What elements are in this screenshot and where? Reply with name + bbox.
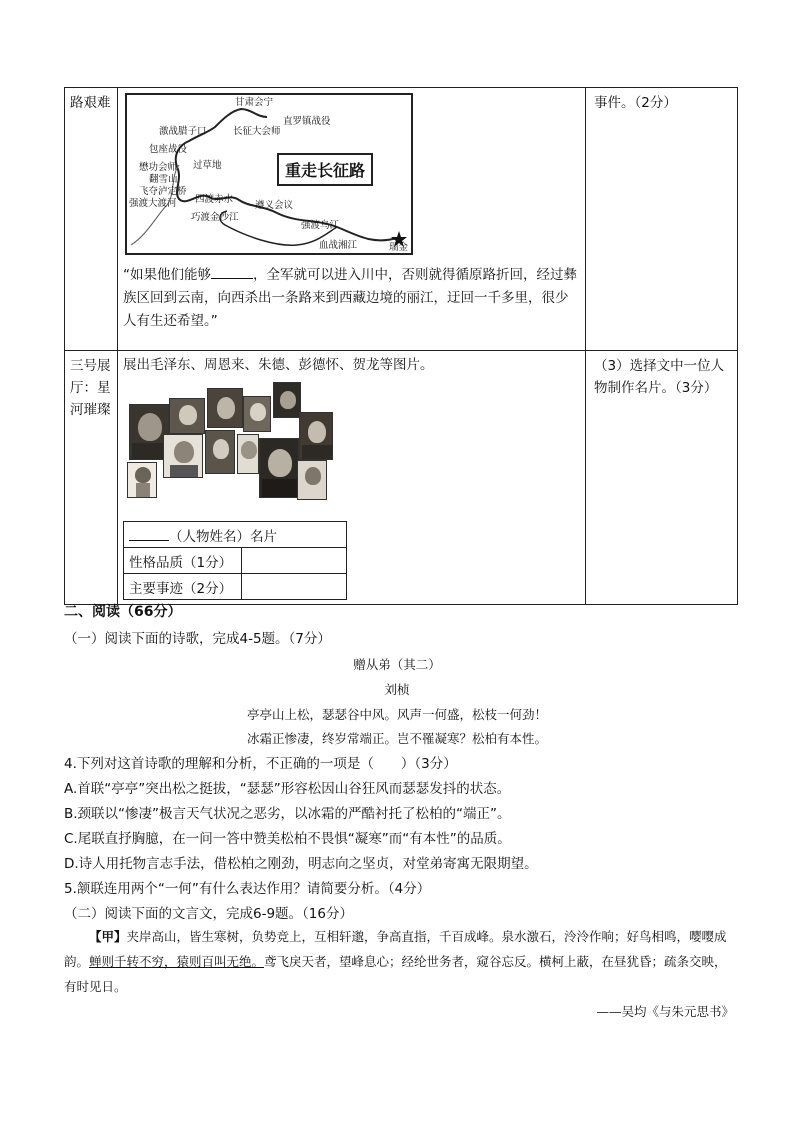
option-d: D.诗人用托物言志手法，借松柏之刚劲，明志向之坚贞，对堂弟寄寓无限期望。 (64, 856, 538, 872)
portrait-photo (243, 396, 271, 432)
map-label: 长征大会师 (233, 126, 281, 137)
poem-title: 赠从弟（其二） (353, 657, 441, 672)
part1-intro: （一）阅读下面的诗歌，完成4-5题。（7分） (64, 631, 331, 647)
portrait-photo (205, 430, 235, 474)
quote-prefix: “如果他们能够 (123, 267, 211, 283)
option-a: A.首联“亭亭”突出松之挺拔，“瑟瑟”形容松因山谷狂风而瑟瑟发抖的状态。 (64, 781, 511, 797)
portrait-photo (163, 434, 203, 478)
row-label: 路艰难 (65, 88, 118, 351)
row-label: 三号展厅：星河璀璨 (65, 351, 118, 605)
poem-line: 亭亭山上松，瑟瑟谷中风。风声一何盛，松枝一何劲！ (246, 707, 547, 722)
answer-blank[interactable] (211, 265, 253, 279)
task-cell: 事件。（2分） (586, 88, 738, 351)
name-blank[interactable] (129, 527, 169, 541)
underlined-sentence: 蝉则千转不穷，猿则百叫无绝。 (89, 954, 265, 969)
exhibition-table (64, 87, 738, 605)
map-label: 翻雪山 (149, 174, 178, 185)
table-row (65, 351, 738, 605)
quote-paragraph (123, 264, 581, 333)
portrait-photo (259, 438, 299, 498)
portrait-photo (207, 388, 243, 428)
exhibit-text: 展出毛泽东、周恩来、朱德、彭德怀、贺龙等图片。 (123, 357, 434, 373)
map-label: 遵义会议 (255, 200, 294, 211)
question-5: 5.颔联连用两个“一何”有什么表达作用？请简要分析。（4分） (64, 881, 431, 897)
poem-author: 刘桢 (384, 682, 410, 697)
portrait-photo (297, 460, 327, 500)
portrait-photo (273, 382, 301, 418)
row-content (118, 88, 586, 351)
map-label: 甘肃会宁 (235, 97, 274, 108)
classical-text: 【甲】夹岸高山，皆生寒树，负势竞上，互相轩邈，争高直指，千百成峰。泉水激石，泠泠作响；好鸟相鸣，嘤嘤成韵。蝉则千转不穷，猿则百叫无绝。鸢飞戾天者，望峰息心；经纶世务者，窥谷忘反。横柯上蔽，在昼犹昏；疏条交映，有时见日。 (64, 929, 727, 994)
portrait-photo (127, 462, 157, 498)
question-4: 4.下列对这首诗歌的理解和分析，不正确的一项是（ ）（3分） (64, 756, 457, 772)
map-label: 强渡乌江 (301, 220, 340, 231)
table-row (65, 88, 738, 351)
poem-line: 冰霜正惨凄，终岁常端正。岂不罹凝寒？松柏有本性。 (246, 731, 547, 746)
card-label: 主要事迹（2分） (124, 574, 242, 600)
map-title: 重走长征路 (277, 153, 373, 186)
card-answer-cell[interactable] (242, 548, 347, 574)
name-card (123, 521, 347, 600)
map-label: 巧渡金沙江 (191, 212, 239, 223)
map-label: 激战腊子口 (159, 126, 207, 137)
map-label: 血战湘江 (319, 240, 358, 251)
source-citation: ——吴均《与朱元思书》 (596, 1004, 734, 1019)
card-answer-cell[interactable] (242, 574, 347, 600)
card-header: （人物姓名）名片 (124, 522, 347, 548)
long-march-map (125, 93, 413, 255)
map-label: 瑞金 (389, 242, 409, 253)
map-label: 飞夺泸定桥 (139, 186, 187, 197)
portrait-photo (237, 434, 259, 474)
portrait-photo (169, 398, 205, 434)
section-heading: 二、阅读（66分） (64, 604, 182, 620)
option-c: C.尾联直抒胸臆，在一问一答中赞美松柏不畏惧“凝寒”而“有本性”的品质。 (64, 831, 511, 847)
option-b: B.颈联以“惨凄”极言天气状况之恶劣，以冰霜的严酷衬托了松柏的“端正”。 (64, 806, 511, 822)
part2-intro: （二）阅读下面的文言文，完成6-9题。（16分） (64, 906, 353, 922)
quote-suffix: ，全军就可以进入川中，否则就得循原路折回，经过彝族区回到云南，向西杀出一条路来到西藏边境的丽江，迂回一千多里，很少人有生还希望。” (123, 267, 577, 329)
row-content (118, 351, 586, 605)
portrait-photo (299, 412, 333, 460)
map-label: 懋功会师 (139, 162, 178, 173)
map-label: 四渡赤水 (195, 194, 234, 205)
task-cell: （3）选择文中一位人物制作名片。（3分） (586, 351, 738, 605)
map-label: 过草地 (193, 160, 222, 171)
map-label: 包座战役 (149, 144, 188, 155)
portrait-collage (123, 378, 333, 513)
card-label: 性格品质（1分） (124, 548, 242, 574)
map-label: 强渡大渡河 (129, 198, 177, 209)
map-label: 直罗镇战役 (283, 116, 331, 127)
